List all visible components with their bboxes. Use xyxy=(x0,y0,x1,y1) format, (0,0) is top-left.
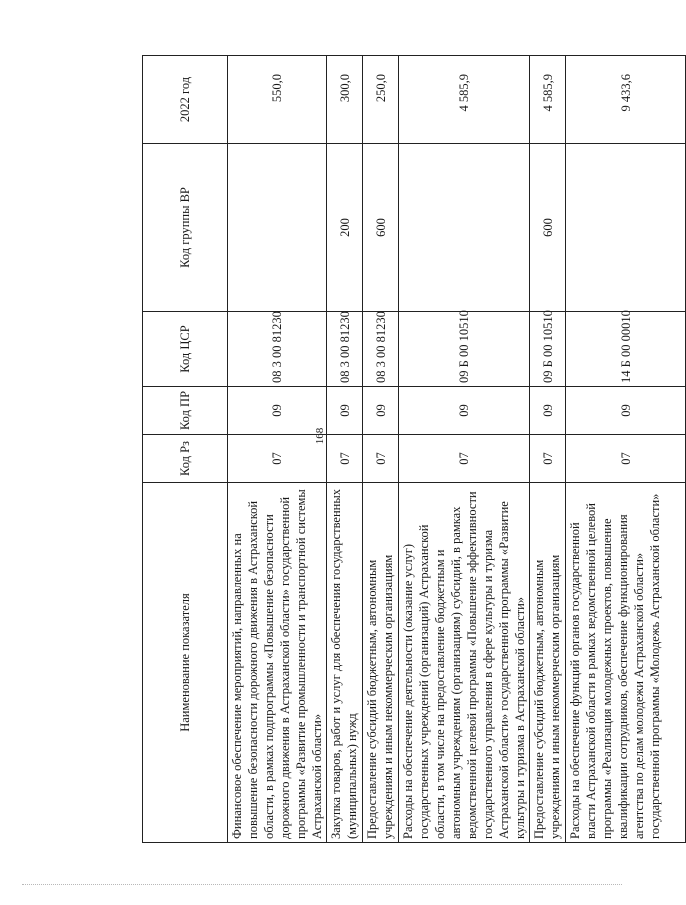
row-rz: 07 xyxy=(363,434,399,482)
row-vr: 200 xyxy=(327,143,363,311)
row-rz: 07 xyxy=(530,434,566,482)
row-csr: 08 3 00 81230 xyxy=(363,311,399,386)
row-name: Расходы на обеспечение деятельности (оказание услуг) государственных учреждений (организаций) Астраханской области, в том числе на предоставление бюджетным и автономным учреждениям (организациям) субсидий, в рамках ведомственной целевой программы «Повышение эффективности государственного управления в сфере культуры и туризма Астраханской области» государственной программы «Развитие культуры и туризма в Астраханской области» xyxy=(399,482,530,842)
row-rz: 07 xyxy=(566,434,686,482)
row-amount: 4 585,9 xyxy=(399,55,530,143)
row-pr: 09 xyxy=(530,386,566,434)
rotated-table-container xyxy=(142,56,662,843)
row-name: Закупка товаров, работ и услуг для обеспечения государственных (муниципальных) нужд xyxy=(327,482,363,842)
header-vr: Код группы ВР xyxy=(143,143,228,311)
row-vr xyxy=(228,143,327,311)
row-amount: 4 585,9 xyxy=(530,55,566,143)
header-csr: Код ЦСР xyxy=(143,311,228,386)
table-row xyxy=(363,55,399,842)
row-name: Финансовое обеспечение мероприятий, направленных на повышение безопасности дорожного движения в Астраханской области, в рамках подпрограммы «Повышение безопасности дорожного движения в Астраханской области» государственной программы «Развитие промышленности и транспортной системы Астраханской области» xyxy=(228,482,327,842)
row-csr: 08 3 00 81230 xyxy=(228,311,327,386)
row-rz: 07 xyxy=(228,434,327,482)
row-amount: 9 433,6 xyxy=(566,55,686,143)
row-pr: 09 xyxy=(327,386,363,434)
row-amount: 300,0 xyxy=(327,55,363,143)
row-csr: 08 3 00 81230 xyxy=(327,311,363,386)
table-row xyxy=(327,55,363,842)
table-row xyxy=(399,55,530,842)
row-name: Предоставление субсидий бюджетным, автономным учреждениям и иным некоммерческим организациям xyxy=(363,482,399,842)
row-pr: 09 xyxy=(363,386,399,434)
header-name: Наименование показателя xyxy=(143,482,228,842)
row-vr xyxy=(399,143,530,311)
row-pr: 09 xyxy=(228,386,327,434)
budget-table xyxy=(142,55,686,843)
row-vr xyxy=(566,143,686,311)
page-number: 168 xyxy=(314,427,326,445)
header-pr: Код ПР xyxy=(143,386,228,434)
row-vr: 600 xyxy=(530,143,566,311)
table-row xyxy=(566,55,686,842)
table-row xyxy=(530,55,566,842)
row-amount: 550,0 xyxy=(228,55,327,143)
table-row xyxy=(228,55,327,842)
row-csr: 09 Б 00 10510 xyxy=(399,311,530,386)
row-pr: 09 xyxy=(566,386,686,434)
row-name: Предоставление субсидий бюджетным, автономным учреждениям и иным некоммерческим организациям xyxy=(530,482,566,842)
row-amount: 250,0 xyxy=(363,55,399,143)
row-rz: 07 xyxy=(399,434,530,482)
header-row xyxy=(143,55,228,842)
row-name: Расходы на обеспечение функций органов государственной власти Астраханской области в рамках ведомственной целевой программы «Реализация молодежных проектов, повышение квалификации сотрудников, обеспечение функционирования агентства по делам молодежи Астраханской области» государственной программы «Молодежь Астраханской области» xyxy=(566,482,686,842)
row-pr: 09 xyxy=(399,386,530,434)
row-rz: 07 xyxy=(327,434,363,482)
scan-edge-line xyxy=(22,884,622,885)
row-csr: 14 Б 00 00010 xyxy=(566,311,686,386)
header-rz: Код Рз xyxy=(143,434,228,482)
header-year: 2022 год xyxy=(143,55,228,143)
row-csr: 09 Б 00 10510 xyxy=(530,311,566,386)
row-vr: 600 xyxy=(363,143,399,311)
